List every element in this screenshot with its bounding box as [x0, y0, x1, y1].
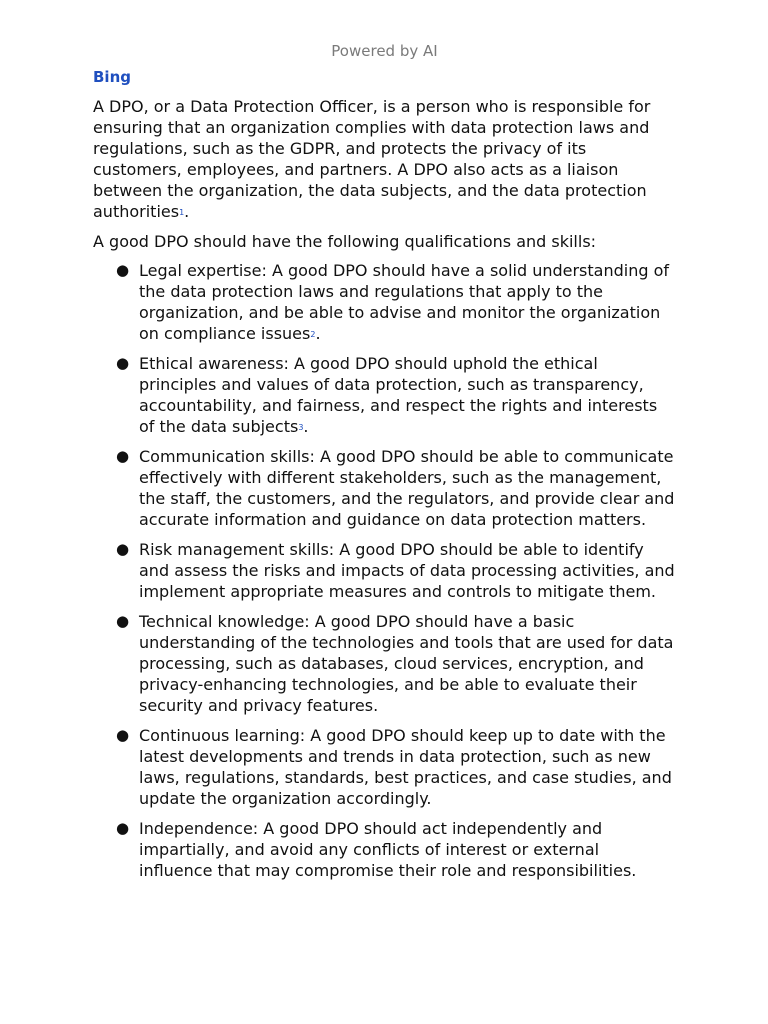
- skill-text: Risk management skills: A good DPO should be able to identify and assess the risks and impacts of data processing activities, and implement appropriate measures and controls to mitigate them.: [139, 540, 675, 601]
- citation-link-2[interactable]: 2: [310, 330, 316, 339]
- skill-text: Ethical awareness: A good DPO should uphold the ethical principles and values of data protection, such as transparency, accountability, and fairness, and respect the rights and interests of the data subjects: [139, 354, 658, 436]
- intro-paragraph: [93, 96, 676, 222]
- bullet-icon: ●: [116, 726, 130, 744]
- citation-link-3[interactable]: 3: [298, 423, 304, 432]
- list-item: [93, 818, 676, 881]
- skills-list: [93, 260, 676, 881]
- bullet-icon: ●: [116, 447, 130, 465]
- bullet-icon: ●: [116, 612, 130, 630]
- list-item: [93, 539, 676, 602]
- skill-text: Independence: A good DPO should act independently and impartially, and avoid any conflicts of interest or external influence that may compromise their role and responsibilities.: [139, 819, 637, 880]
- list-item: [93, 446, 676, 530]
- skill-end: .: [315, 324, 321, 343]
- list-item: [93, 260, 676, 344]
- skill-end: .: [303, 417, 309, 436]
- skill-text: Legal expertise: A good DPO should have a solid understanding of the data protection laws and regulations that apply to the organization, and be able to advise and monitor the organization on compliance issues: [139, 261, 670, 343]
- intro-text: A DPO, or a Data Protection Officer, is a person who is responsible for ensuring that an organization complies with data protection laws and regulations, such as the GDPR, and protects the privacy of its customers, employees, and partners. A DPO also acts as a liaison between the organization, the data subjects, and the data protection authorities: [93, 97, 651, 221]
- powered-by-label: Powered by AI: [331, 42, 438, 60]
- brand-title: Bing: [93, 68, 131, 86]
- bullet-icon: ●: [116, 354, 130, 372]
- bullet-icon: ●: [116, 540, 130, 558]
- skill-text: Communication skills: A good DPO should be able to communicate effectively with different stakeholders, such as the management, the staff, the customers, and the regulators, and provide clear and accurate information and guidance on data protection matters.: [139, 447, 675, 529]
- skill-text: Continuous learning: A good DPO should keep up to date with the latest developments and trends in data protection, such as new laws, regulations, standards, best practices, and case studies, and update the organization accordingly.: [139, 726, 672, 808]
- intro-end: .: [184, 202, 190, 221]
- skill-text: Technical knowledge: A good DPO should have a basic understanding of the technologies and tools that are used for data processing, such as databases, cloud services, encryption, and privacy-enhancing technologies, and be able to evaluate their security and privacy features.: [139, 612, 674, 715]
- bullet-icon: ●: [116, 819, 130, 837]
- qualifications-lead: A good DPO should have the following qualifications and skills:: [93, 232, 597, 251]
- bullet-icon: ●: [116, 261, 130, 279]
- list-item: [93, 611, 676, 716]
- list-item: [93, 725, 676, 809]
- citation-link-1[interactable]: 1: [179, 208, 185, 217]
- list-item: [93, 353, 676, 437]
